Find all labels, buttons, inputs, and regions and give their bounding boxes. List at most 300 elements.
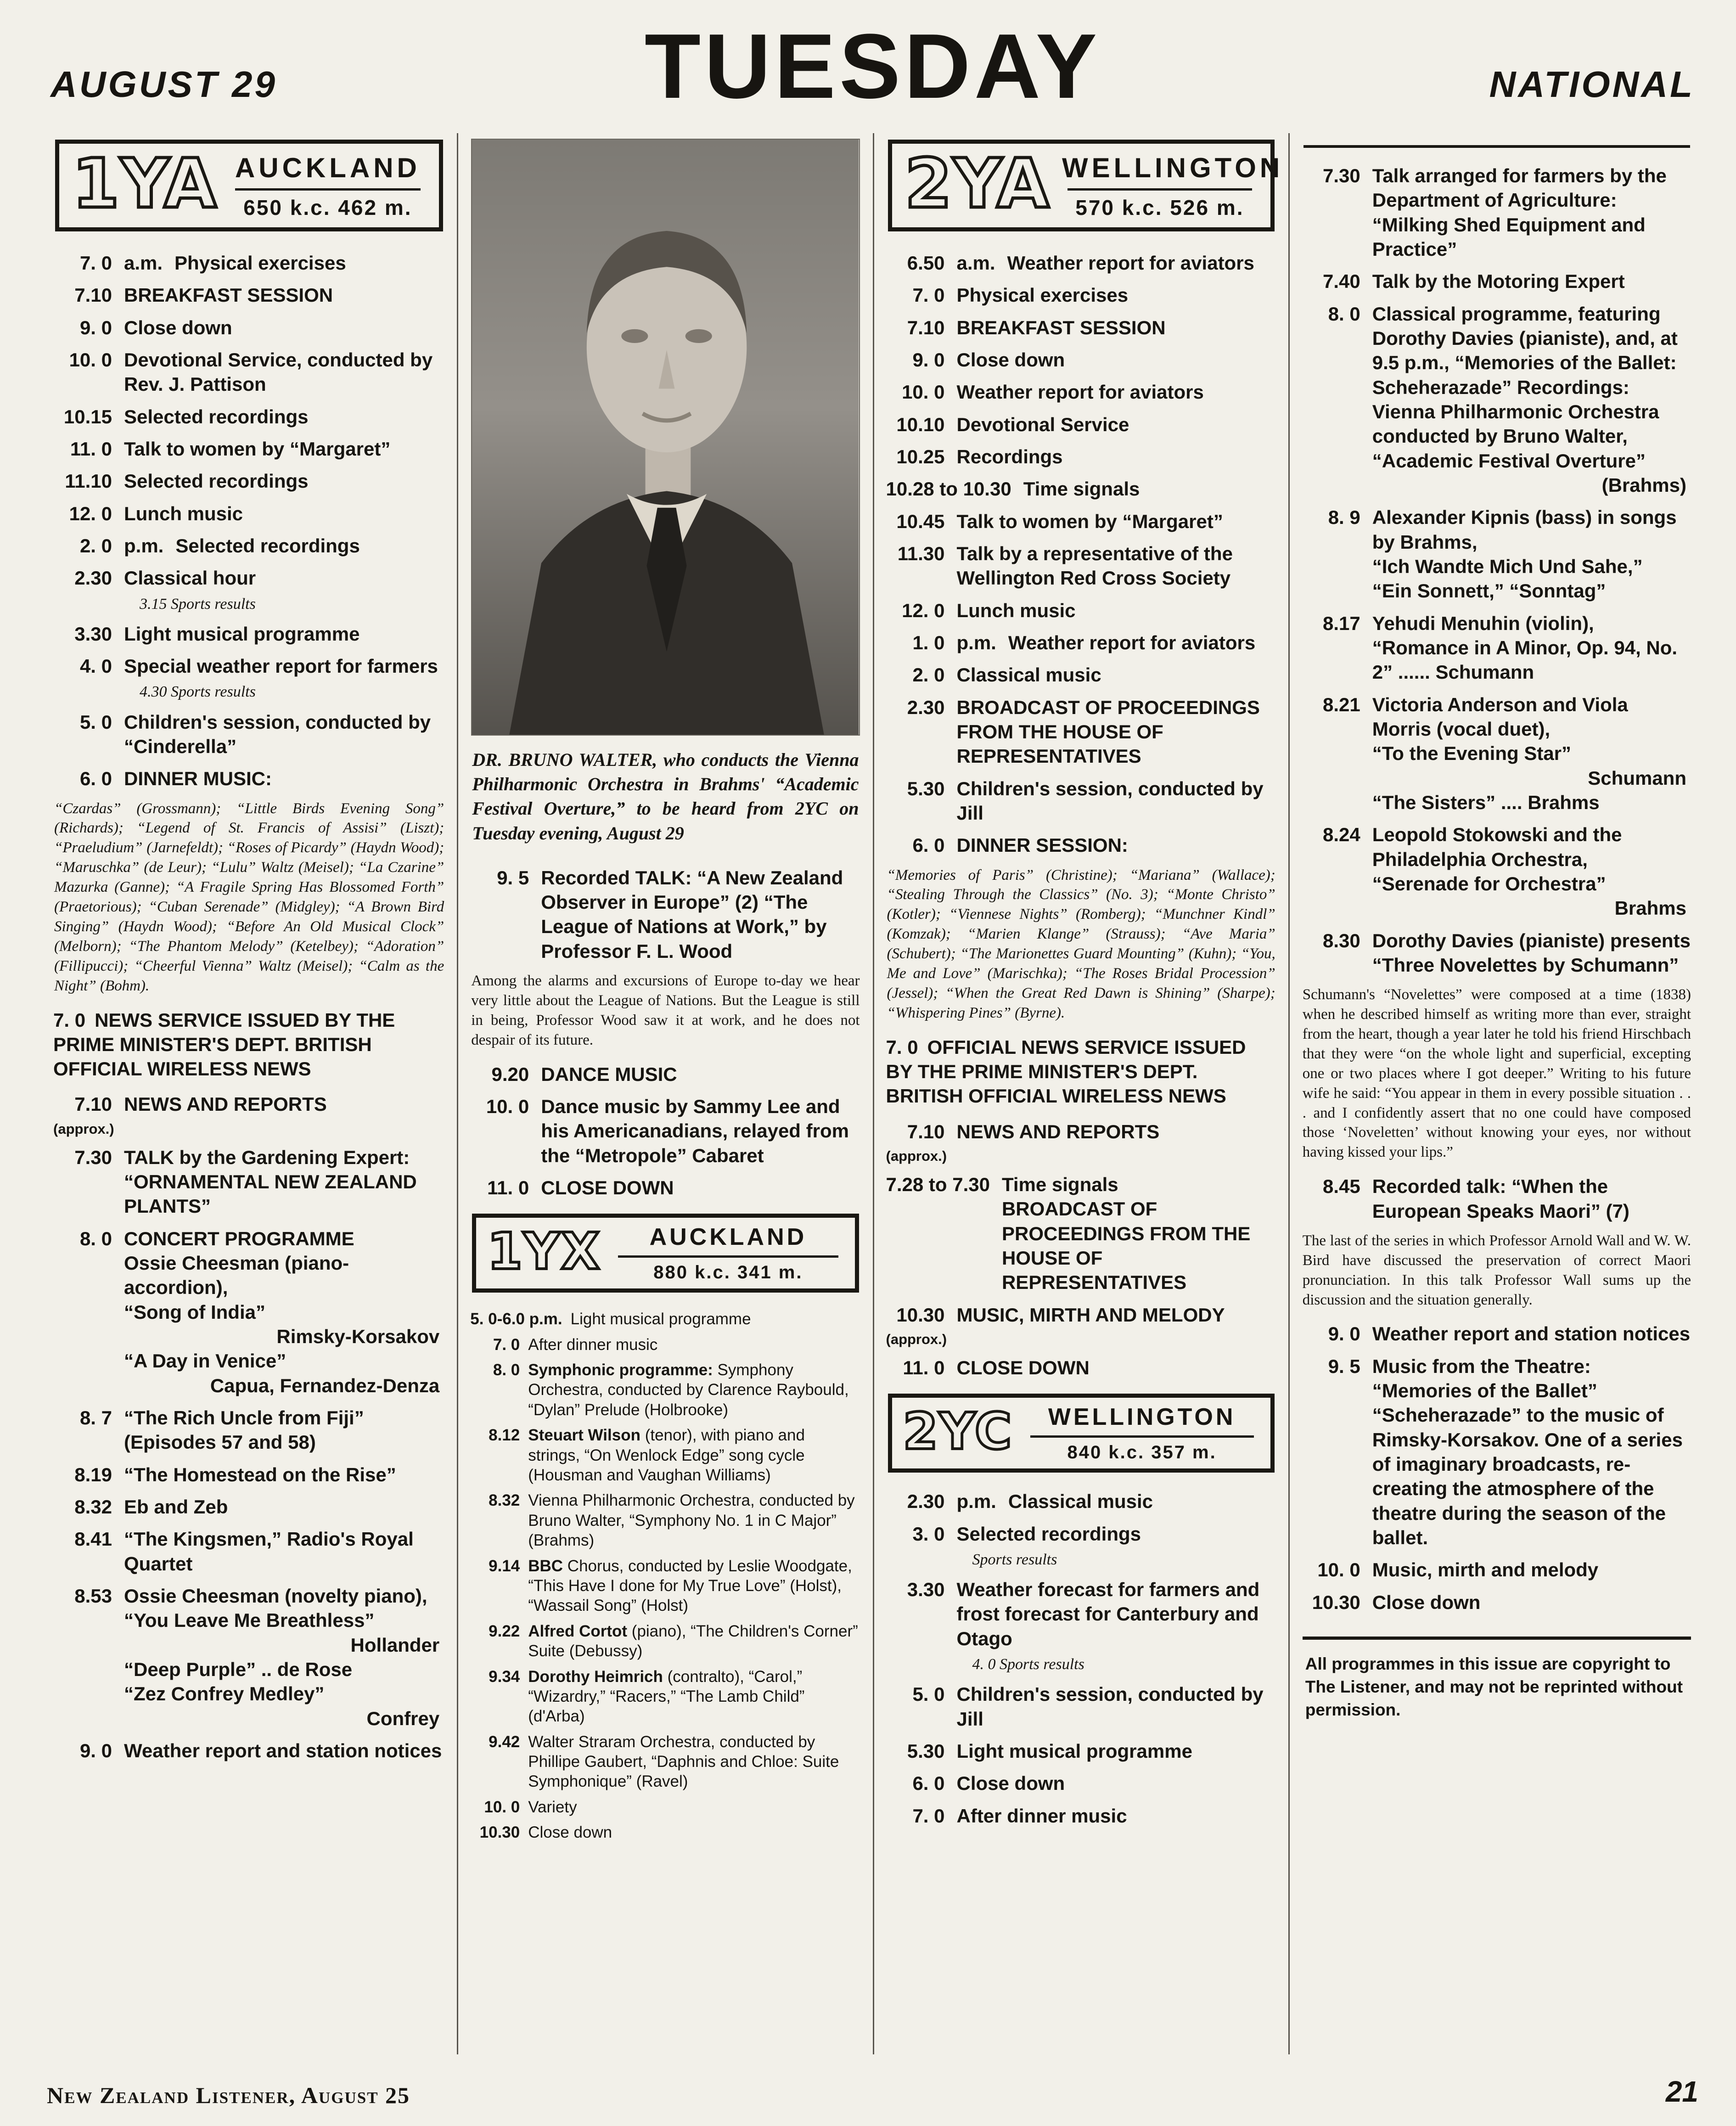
- programme-title: Classical music: [1008, 1490, 1153, 1513]
- programme-line: “Serenade for Orchestra”: [1372, 872, 1606, 894]
- programme-item: [53, 766, 445, 791]
- programme-item: [53, 283, 445, 307]
- programme-line: “Song of India”: [124, 1301, 265, 1323]
- programme-title: Talk by the Motoring Expert: [1372, 270, 1625, 292]
- column-3: [873, 133, 1288, 2054]
- programme-line: BROADCAST OF PROCEEDINGS FROM THE HOUSE OF REPRESENTATIVES: [1001, 1198, 1251, 1294]
- programme-time: 8. 9: [1328, 506, 1360, 529]
- programme-text: [957, 1739, 1276, 1763]
- programme-time: 3.30: [74, 623, 112, 645]
- programme-text: [1002, 1172, 1276, 1295]
- programme-item: [470, 866, 860, 963]
- programme-time: 5. 0: [912, 1683, 945, 1705]
- station-frequency: 880 k.c. 341 m.: [653, 1262, 803, 1283]
- programme-item: [1302, 928, 1692, 978]
- programme-item: [1302, 822, 1692, 920]
- programme-item: [886, 833, 1276, 857]
- programme-title: Time signals: [1001, 1174, 1118, 1195]
- programme-time: 9.42: [489, 1732, 520, 1751]
- programme-title: OFFICIAL NEWS SERVICE ISSUED BY THE PRIME MINISTER'S DEPT. BRITISH OFFICIAL WIRELESS NEWS: [886, 1036, 1246, 1107]
- station-call: 2YA: [905, 144, 1051, 224]
- programme-time: 7. 0: [493, 1335, 520, 1354]
- programme-time: 7. 0: [912, 284, 945, 306]
- masthead: [41, 9, 1704, 133]
- programme-item: [470, 1797, 860, 1817]
- programme-line: Hollander: [350, 1634, 440, 1656]
- programme-title: Close down: [124, 316, 232, 338]
- programme-time: 9. 0: [79, 316, 112, 338]
- programme-text: [957, 380, 1276, 404]
- programme-time: 10.25: [896, 445, 945, 467]
- programme-time: 11. 0: [70, 438, 112, 460]
- programme-time: 7.40: [1323, 270, 1360, 292]
- programme-text: [541, 1094, 860, 1168]
- programme-text: [1023, 477, 1276, 501]
- programme-item: [886, 630, 1276, 655]
- programme-time: 10.10: [896, 413, 945, 435]
- sports-results-note: 4.30 Sports results: [140, 683, 256, 701]
- programme-time: 9.22: [489, 1622, 520, 1640]
- programme-title: (tenor), with piano and strings, “On Wenlock Edge” song cycle (Housman and Vaughan Williams): [528, 1426, 805, 1484]
- programme-time: 12. 0: [902, 599, 945, 621]
- programme-lead: Dorothy Heimrich: [528, 1667, 663, 1686]
- programme-text: [957, 1577, 1276, 1674]
- programme-item: [886, 444, 1276, 469]
- programme-item: [886, 348, 1276, 372]
- programme-lead: Symphonic programme:: [528, 1361, 713, 1379]
- programme-title: BREAKFAST SESSION: [956, 316, 1166, 338]
- programme-title: Talk by a representative of the Wellington Red Cross Society: [956, 542, 1233, 589]
- programme-text: [528, 1490, 860, 1550]
- programme-item: [1302, 1174, 1692, 1223]
- programme-text: [957, 1489, 1276, 1513]
- programme-title: DANCE MUSIC: [541, 1063, 677, 1085]
- programme-item: [53, 1584, 445, 1731]
- programme-title: NEWS AND REPORTS: [124, 1093, 327, 1115]
- programme-line: Confrey: [366, 1707, 440, 1729]
- programme-text: [528, 1732, 860, 1792]
- programme-item: [886, 1739, 1276, 1763]
- programme-time: 7.10: [74, 284, 112, 306]
- programme-text: [1372, 269, 1692, 293]
- programme-item: [886, 1172, 1276, 1295]
- programme-item: [886, 251, 1276, 275]
- programme-item: [1302, 611, 1692, 685]
- programme-time: 10. 0: [1317, 1559, 1360, 1581]
- programme-item: [886, 509, 1276, 534]
- programme-item: [886, 1489, 1276, 1513]
- programme-item: [470, 1732, 860, 1792]
- programme-title: Music, mirth and melody: [1372, 1559, 1599, 1581]
- programme-time: 8.17: [1323, 612, 1360, 634]
- station-city: WELLINGTON: [1062, 152, 1284, 183]
- programme-time: 8.45: [1323, 1175, 1360, 1198]
- programme-item: [886, 1577, 1276, 1674]
- station-frequency: 570 k.c. 526 m.: [1075, 196, 1244, 219]
- programme-time: 10. 0: [69, 349, 112, 371]
- programme-item: [886, 1804, 1276, 1828]
- programme-title: Light musical programme: [956, 1740, 1192, 1762]
- programme-text: [124, 348, 445, 397]
- programme-item: [1302, 302, 1692, 498]
- programme-title: Children's session, conducted by Jill: [956, 1683, 1264, 1730]
- programme-text: [957, 1804, 1276, 1828]
- programme-item: [470, 1175, 860, 1200]
- programme-time: 7. 0: [912, 1805, 945, 1827]
- programme-title: CLOSE DOWN: [541, 1176, 674, 1198]
- programme-item: [470, 1062, 860, 1086]
- programme-line: Rimsky-Korsakov: [276, 1326, 440, 1348]
- programme-title: “The Homestead on the Rise”: [124, 1463, 396, 1485]
- programme-item: [53, 622, 445, 646]
- programme-text: [124, 469, 445, 493]
- programme-item: [53, 405, 445, 429]
- programme-time: 8.21: [1323, 693, 1360, 715]
- programme-blurb: Schumann's “Novelettes” were composed at a time (1838) when he described himself as writing more than ever, straight from the heart, though a year later he told his friend Hirschbach that they were “on the whole light and superficial, excepting one or two places where I got deeper.” Writing to his future wife he said: “You appear in them in every possible situation . . . and I confidently assert that no one could have composed those ‘Noveletten’ without knowing your eyes, nor without having kissed your lips.”: [1302, 986, 1691, 1161]
- programme-title: Weather forecast for farmers and frost forecast for Canterbury and Otago: [956, 1579, 1260, 1649]
- programme-title: Physical exercises: [956, 284, 1129, 306]
- programme-line: “A Day in Venice”: [124, 1350, 287, 1372]
- station-call: 2YC: [903, 1401, 1013, 1461]
- programme-text: [1372, 1174, 1692, 1223]
- programme-text: [541, 866, 860, 963]
- photo-caption: DR. BRUNO WALTER, who conducts the Vienna Philharmonic Orchestra in Brahms' “Academic Festival Overture,” to be heard from 2YC on Tuesday evening, August 29: [472, 749, 859, 844]
- programme-title: Devotional Service, conducted by Rev. J. Pattison: [124, 349, 433, 395]
- programme-time: 1. 0: [912, 631, 945, 653]
- programme-text: [124, 501, 445, 526]
- programme-title: Chorus, conducted by Leslie Woodgate, “This Have I done for My True Love” (Holst), “Wassail Song” (Holst): [528, 1557, 852, 1615]
- programme-text: [1372, 928, 1692, 978]
- station-divider: [235, 188, 421, 191]
- programme-title: Yehudi Menuhin (violin), “Romance in A Minor, Op. 94, No. 2” ...... Schumann: [1372, 612, 1678, 683]
- programme-title: Recorded talk: “When the European Speaks Maori” (7): [1372, 1175, 1629, 1222]
- programme-text: [1372, 692, 1692, 815]
- programme-title: Selected recordings: [175, 534, 360, 557]
- programme-line: “Ich Wandte Mich Und Sahe,”: [1372, 555, 1643, 577]
- programme-title: Talk to women by “Margaret”: [124, 438, 391, 460]
- programme-text: [541, 1175, 860, 1200]
- station-city: AUCKLAND: [649, 1224, 807, 1251]
- programme-title: DINNER MUSIC:: [124, 768, 272, 790]
- programme-title: Weather report and station notices: [124, 1740, 442, 1762]
- programme-text: [124, 566, 445, 614]
- programme-time: 12. 0: [69, 502, 112, 524]
- programme-item: [53, 710, 445, 759]
- programme-text: [957, 663, 1276, 687]
- station-call: 1YX: [487, 1221, 601, 1281]
- programme-item: [1302, 269, 1692, 293]
- programme-time: 8.32: [489, 1491, 520, 1510]
- programme-text: [124, 1406, 445, 1455]
- programme-item: [470, 1556, 860, 1616]
- programme-item: [470, 1094, 860, 1168]
- programme-text: [124, 534, 445, 558]
- programme-title: TALK by the Gardening Expert: “ORNAMENTAL NEW ZEALAND PLANTS”: [124, 1146, 417, 1217]
- programme-text: [571, 1309, 861, 1329]
- photo-eye-left: [622, 329, 648, 343]
- programme-text: [1372, 822, 1692, 920]
- programme-time: 7.10: [907, 316, 945, 338]
- programme-time: 9.34: [489, 1667, 520, 1686]
- programme-text: [528, 1797, 860, 1817]
- programme-time: 7.10: [74, 1093, 112, 1115]
- programme-columns: [41, 133, 1704, 2054]
- programme-item: [53, 1226, 445, 1398]
- programme-lead: Alfred Cortot: [528, 1622, 628, 1640]
- programme-title: Talk to women by “Margaret”: [956, 510, 1223, 532]
- programme-time: 5.30: [907, 777, 945, 799]
- programme-title: BREAKFAST SESSION: [124, 284, 333, 306]
- column-2: [457, 133, 872, 2054]
- programme-item: [53, 501, 445, 526]
- programme-item: [470, 1309, 860, 1329]
- station-city: WELLINGTON: [1048, 1404, 1236, 1431]
- programme-title: Variety: [528, 1798, 577, 1816]
- bruno-walter-portrait-photo: [471, 139, 860, 736]
- programme-time: 10.30: [1312, 1591, 1360, 1613]
- programme-text: [124, 315, 445, 340]
- programme-text: [957, 776, 1276, 826]
- programme-text: [957, 541, 1276, 591]
- station-info: [1062, 148, 1284, 220]
- issue-date: AUGUST 29: [51, 64, 277, 105]
- programme-text: [528, 1822, 860, 1842]
- programme-text: [957, 1355, 1276, 1380]
- programme-title: Physical exercises: [174, 252, 346, 274]
- programme-listing: [53, 251, 445, 1763]
- programme-time: 9. 5: [1328, 1355, 1360, 1377]
- station-header-1yx: [472, 1214, 859, 1293]
- programme-text: [124, 710, 445, 759]
- programme-item: [53, 469, 445, 493]
- programme-time: 6. 0: [912, 1772, 945, 1794]
- programme-text: [957, 598, 1276, 623]
- programme-line: Schumann: [1588, 767, 1686, 789]
- column-4: [1288, 133, 1704, 2054]
- station-divider: [1030, 1435, 1254, 1438]
- programme-time: 10.45: [896, 510, 945, 532]
- programme-text: [528, 1335, 860, 1355]
- bruno-walter-photo: [471, 139, 860, 736]
- programme-item: [1302, 1322, 1692, 1346]
- programme-item: [886, 315, 1276, 340]
- programme-time: 8.32: [74, 1496, 112, 1518]
- column-top-rule: [1303, 145, 1690, 148]
- programme-text: [528, 1360, 860, 1420]
- programme-item: [53, 315, 445, 340]
- programme-blurb: “Czardas” (Grossmann); “Little Birds Evening Song” (Richards); “Legend of St. Francis of Assisi” (Liszt); “Praeludium” (Jarnefeldt); “Roses of Picardy” (Haydn Wood); “Maruschka” (de Leur); “Lulu” Waltz (Meisel); “La Czarine” Mazurka (Ganne); “A Fragile Spring Has Blossomed Forth” (Praetorious); “Cuban Serenade” (Midgley); “A Brown Bird Singing” (Haydn Wood); “Before An Old Musical Clock” (Melborn); “The Phantom Melody” (Ketelbey); “Adoration” (Fillipucci); “Cheerful Vienna” Waltz (Meisel); “Calm as the Night” (Bohm).: [54, 800, 444, 994]
- programme-title: (contralto), “Carol,” “Wizardry,” “Racers,” “The Lamb Child” (d'Arba): [528, 1667, 805, 1726]
- programme-item: [1302, 1590, 1692, 1614]
- programme-item: [886, 1035, 1276, 1108]
- programme-text: [1372, 1322, 1692, 1346]
- programme-time: 8.24: [1323, 824, 1360, 846]
- programme-time: 2. 0: [912, 664, 945, 686]
- programme-line: “To the Evening Star”: [1372, 742, 1572, 765]
- programme-time: 11.10: [65, 470, 112, 492]
- programme-text: [1372, 505, 1692, 603]
- programme-line: “Three Novelettes by Schumann”: [1372, 954, 1679, 976]
- programme-time: 2. 0: [79, 534, 112, 557]
- programme-title: After dinner music: [956, 1805, 1127, 1827]
- approx-note: (approx.): [886, 1331, 947, 1347]
- station-header-2yc: [888, 1394, 1275, 1473]
- programme-title: Music from the Theatre:: [1372, 1355, 1591, 1377]
- programme-title: Weather report and station notices: [1372, 1323, 1691, 1345]
- station-frequency: 840 k.c. 357 m.: [1067, 1442, 1217, 1463]
- programme-title: Selected recordings: [956, 1523, 1141, 1545]
- programme-line: Ossie Cheesman (piano-accordion),: [124, 1252, 349, 1299]
- programme-text: [1372, 302, 1692, 498]
- programme-item: [53, 1527, 445, 1576]
- programme-time: 9. 0: [79, 1740, 112, 1762]
- station-frequency: 650 k.c. 462 m.: [243, 196, 412, 219]
- programme-title: Talk arranged for farmers by the Department of Agriculture: “Milking Shed Equipment and Practice”: [1372, 165, 1667, 260]
- programme-item: [886, 412, 1276, 437]
- programme-text: [957, 1119, 1276, 1144]
- programme-time: 9.14: [489, 1557, 520, 1575]
- programme-title: Selected recordings: [124, 405, 309, 427]
- programme-text: [957, 348, 1276, 372]
- programme-time: 8.30: [1323, 929, 1360, 951]
- copyright-notice: All programmes in this issue are copyright to The Listener, and may not be reprinted without permission.: [1303, 1637, 1691, 1721]
- programme-title: Special weather report for farmers: [124, 655, 438, 677]
- programme-title: Symphony Orchestra, conducted by Clarence Raybould, “Dylan” Prelude (Holbrooke): [528, 1361, 849, 1419]
- programme-text: [124, 1527, 445, 1576]
- programme-text: [957, 412, 1276, 437]
- programme-line: Capua, Fernandez-Denza: [210, 1374, 440, 1396]
- programme-title: Eb and Zeb: [124, 1496, 228, 1518]
- programme-title: Light musical programme: [570, 1310, 751, 1328]
- programme-title: Weather report for aviators: [1007, 252, 1254, 274]
- programme-title: BROADCAST OF PROCEEDINGS FROM THE HOUSE OF REPRESENTATIVES: [956, 696, 1260, 767]
- programme-listing: [470, 866, 860, 1200]
- programme-title: “The Kingsmen,” Radio's Royal Quartet: [124, 1528, 414, 1575]
- programme-title: Classical music: [956, 664, 1101, 686]
- programme-title: Lunch music: [124, 502, 243, 524]
- programme-text: [124, 405, 445, 429]
- programme-text: [124, 1092, 445, 1116]
- station-call: 1YA: [72, 144, 218, 224]
- programme-item: [1302, 163, 1692, 261]
- programme-title: Children's session, conducted by Jill: [956, 777, 1264, 824]
- programme-line: “Deep Purple” .. de Rose: [124, 1659, 353, 1681]
- sports-results-note: 4. 0 Sports results: [972, 1656, 1084, 1673]
- programme-line: Brahms: [1614, 897, 1686, 919]
- programme-title: DINNER SESSION:: [956, 834, 1128, 856]
- programme-item: [53, 1495, 445, 1519]
- programme-text: [1372, 163, 1692, 261]
- programme-time: 11. 0: [487, 1176, 529, 1198]
- programme-lead: BBC: [528, 1557, 563, 1575]
- programme-text: [1372, 611, 1692, 685]
- programme-text: [541, 1062, 860, 1086]
- programme-time: 7.10: [907, 1120, 945, 1142]
- station-info: [612, 1220, 843, 1283]
- time-meridiem: p.m.: [956, 631, 996, 653]
- programme-text: [124, 1738, 445, 1763]
- programme-time: 10.28 to 10.30: [886, 478, 1011, 500]
- programme-time: 8.53: [74, 1585, 112, 1607]
- programme-title: Weather report for aviators: [1008, 631, 1256, 653]
- programme-text: [124, 283, 445, 307]
- programme-title: Devotional Service: [956, 413, 1129, 435]
- column-1: [41, 133, 457, 2054]
- photo-eye-right: [685, 329, 712, 343]
- programme-text: [957, 283, 1276, 307]
- programme-item: [53, 534, 445, 558]
- programme-listing: [470, 1309, 860, 1842]
- programme-lead: Steuart Wilson: [528, 1426, 640, 1445]
- programme-item: [886, 1771, 1276, 1795]
- programme-text: [957, 1522, 1276, 1570]
- programme-title: “The Rich Uncle from Fiji” (Episodes 57 and 58): [124, 1407, 364, 1453]
- station-divider: [618, 1255, 838, 1258]
- programme-item: [53, 251, 445, 275]
- publication-line: New Zealand Listener, August 25: [47, 2082, 410, 2108]
- programme-time: 10. 0: [902, 381, 945, 403]
- programme-time: 10.30: [896, 1304, 945, 1326]
- programme-title: Light musical programme: [124, 623, 360, 645]
- programme-blurb: The last of the series in which Professor Arnold Wall and W. W. Bird have discussed the preservation of correct Maori pronunciation. In this talk Professor Wall sums up the discussion and the situation generally.: [1302, 1232, 1691, 1308]
- programme-title: Recordings: [956, 445, 1063, 467]
- time-meridiem: p.m.: [124, 534, 164, 557]
- programme-text: [957, 833, 1276, 857]
- sports-results-note: 3.15 Sports results: [140, 595, 256, 613]
- programme-time: 9. 0: [912, 349, 945, 371]
- programme-item: [470, 1425, 860, 1485]
- programme-item: [886, 1522, 1276, 1570]
- programme-title: Recorded TALK: “A New Zealand Observer in Europe” (2) “The League of Nations at Work,” by Professor F. L. Wood: [541, 866, 843, 962]
- programme-title: Dorothy Davies (pianiste) presents: [1372, 929, 1691, 951]
- programme-title: Walter Straram Orchestra, conducted by Phillipe Gaubert, “Daphnis and Chloe: Suite Symphonique” (Ravel): [528, 1732, 839, 1791]
- programme-text: [124, 1226, 445, 1398]
- programme-item: [53, 1145, 445, 1219]
- programme-time: 5. 0-6.0 p.m.: [470, 1310, 562, 1328]
- programme-time: 7.28 to 7.30: [886, 1174, 990, 1195]
- programme-item: [886, 541, 1276, 591]
- programme-item: [53, 348, 445, 397]
- programme-title: Alexander Kipnis (bass) in songs by Brahms,: [1372, 506, 1677, 553]
- programme-item: [470, 1490, 860, 1550]
- programme-item: [886, 1682, 1276, 1731]
- programme-text: [124, 251, 445, 275]
- programme-line: “The Sisters” .... Brahms: [1372, 791, 1600, 813]
- programme-time: 7.30: [1323, 165, 1360, 186]
- programme-text: [957, 1303, 1276, 1327]
- programme-item: [1302, 505, 1692, 603]
- programme-item: [1302, 1558, 1692, 1582]
- sports-results-note: Sports results: [972, 1551, 1057, 1568]
- programme-line: (Brahms): [1601, 474, 1686, 496]
- approx-note: (approx.): [53, 1120, 114, 1137]
- programme-line: “Memories of the Ballet”: [1372, 1380, 1597, 1402]
- programme-line: Vienna Philharmonic Orchestra conducted by Bruno Walter, “Academic Festival Overture”: [1372, 400, 1659, 472]
- programme-item: [53, 437, 445, 461]
- programme-text: [957, 251, 1276, 275]
- programme-text: [528, 1425, 860, 1485]
- programme-title: Vienna Philharmonic Orchestra, conducted by Bruno Walter, “Symphony No. 1 in C Major” (Brahms): [528, 1491, 855, 1550]
- programme-line: “Scheherazade” to the music of Rimsky-Korsakov. One of a series of imaginary broadcasts, re-creating the atmosphere of the theatre during the season of the ballet.: [1372, 1404, 1683, 1549]
- programme-item: [886, 598, 1276, 623]
- programme-text: [124, 1462, 445, 1487]
- programme-text: [957, 315, 1276, 340]
- programme-title: NEWS AND REPORTS: [956, 1120, 1160, 1142]
- programme-text: [957, 630, 1276, 655]
- programme-time: 5. 0: [79, 711, 112, 733]
- programme-time: 6.50: [907, 252, 945, 274]
- programme-item: [886, 283, 1276, 307]
